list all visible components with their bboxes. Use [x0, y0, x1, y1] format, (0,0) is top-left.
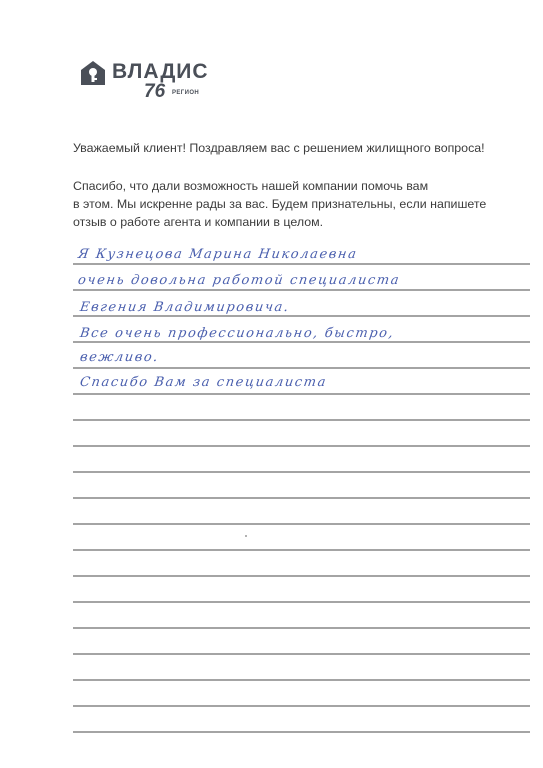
handwritten-line: Спасибо Вам за специалиста — [78, 375, 329, 390]
handwritten-line: Я Кузнецова Марина Николаевна — [76, 247, 359, 262]
intro-line: отзыв о работе агента и компании в целом. — [73, 215, 324, 229]
logo-region-label: РЕГИОН — [172, 90, 200, 96]
handwritten-line: очень довольна работой специалиста — [76, 273, 402, 288]
handwritten-line: Все очень профессионально, быстро, — [78, 326, 396, 341]
intro-line: в этом. Мы искренне рады за вас. Будем признательны, если напишете — [73, 197, 487, 211]
logo-brand-name: ВЛАДИС — [112, 60, 209, 83]
logo-region-number: 76 — [144, 81, 166, 102]
intro-line: Спасибо, что дали возможность нашей компании помочь вам — [73, 179, 429, 193]
greeting-text: Уважаемый клиент! Поздравляем вас с решением жилищного вопроса! — [73, 141, 485, 155]
scan-speck — [245, 535, 247, 537]
handwritten-line: вежливо. — [78, 350, 161, 365]
handwritten-line: Евгения Владимировича. — [78, 300, 291, 315]
